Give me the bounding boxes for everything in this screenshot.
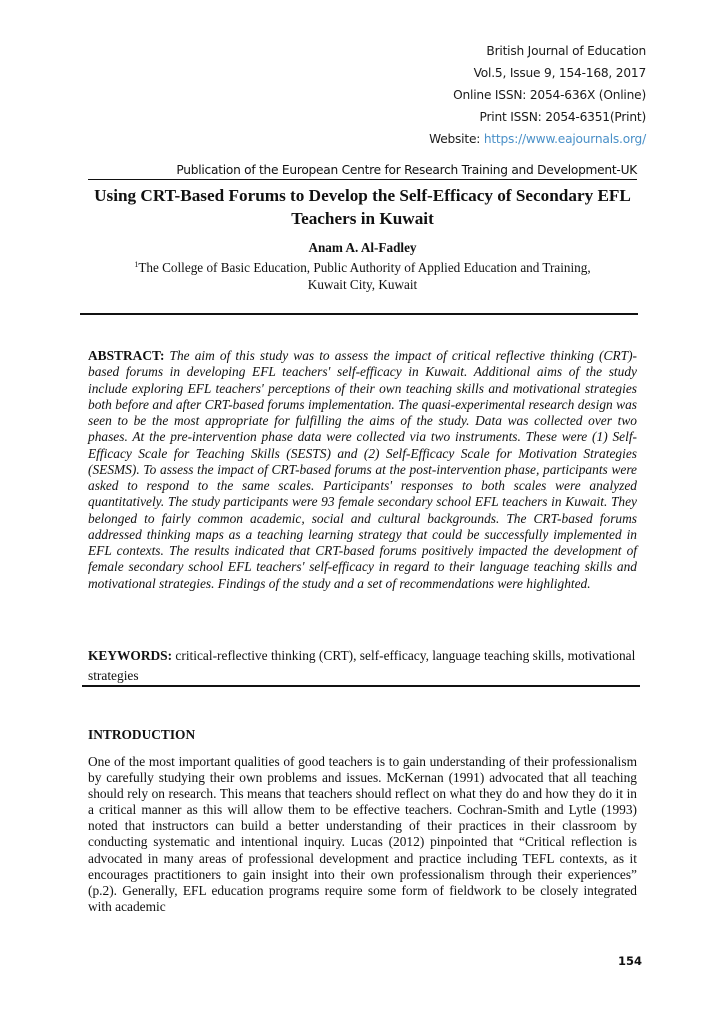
abstract [88, 348, 637, 592]
volume-info: Vol.5, Issue 9, 154-168, 2017 [473, 66, 646, 80]
journal-name: British Journal of Education [486, 44, 646, 58]
publisher-line: Publication of the European Centre for Research Training and Development-UK [88, 162, 637, 180]
affiliation-line-1: The College of Basic Education, Public Authority of Applied Education and Training, [138, 260, 591, 275]
website-label: Website: [429, 132, 484, 146]
keywords-label: KEYWORDS: [88, 648, 173, 663]
abstract-label: ABSTRACT [88, 348, 160, 363]
website-line [226, 128, 646, 150]
introduction-paragraph: One of the most important qualities of good teachers is to gain understanding of their professionalism by carefully studying their own problems and issues. McKernan (1991) advocated that all teaching should rely on research. This means that teachers should reflect on what they do and how they do it in a critical manner as this will allow them to be effective teachers. Cochran-Smith and Lytle (1993) noted that instructors can build a better understanding of their practices in their classroom by conducting systematic and intentional inquiry. Lucas (2012) pinpointed that “Critical reflection is advocated in many areas of professional development and practice including TEFL contexts, as it encourages practitioners to gain insight into their own professionalism through their experiences” (p.2). Generally, EFL education programs require some form of fieldwork to be closely integrated with academic [88, 754, 637, 914]
abstract-text: The aim of this study was to assess the impact of critical reflective thinking (CRT)-based forums in developing EFL teachers' self-efficacy in Kuwait. Additional aims of the study include exploring EFL teachers' perceptions of their own teaching skills and motivational strategies both before and after CRT-based forums implementation. The quasi-experimental research design was seen to be the most appropriate for fulfilling the aims of the study. Data was collected over two phases. At the pre-intervention phase data were collected via two instruments. These were (1) Self-Efficacy Scale for Teaching Skills (SESTS) and (2) Self-Efficacy Scale for Motivation Strategies (SESMS). To assess the impact of CRT-based forums at the post-intervention phase, participants were asked to respond to the same scales. Participants' responses to both scales were analyzed quantitatively. The study participants were 93 female secondary school EFL teachers in Kuwait. They belonged to fairly common academic, social and cultural backgrounds. The CRT-based forums addressed thinking maps as a teaching learning strategy that could be successfully implemented in EFL contexts. The results indicated that CRT-based forums positively impacted the development of female secondary school EFL teachers' self-efficacy in regard to their language teaching skills and motivational strategies. Findings of the study and a set of recommendations were highlighted. [88, 348, 637, 591]
article-title: Using CRT-Based Forums to Develop the Self-Efficacy of Secondary EFL Teachers in Kuwait [94, 186, 631, 228]
page-number: 154 [617, 954, 642, 968]
keywords [88, 646, 637, 686]
website-link[interactable]: https://www.eajournals.org/ [483, 132, 646, 146]
affiliation-marker: 1 [134, 260, 139, 269]
divider-top [80, 313, 638, 315]
online-issn: Online ISSN: 2054-636X (Online) [453, 88, 646, 102]
author-affiliation [88, 256, 637, 293]
affiliation-line-2: Kuwait City, Kuwait [307, 277, 418, 292]
author-name: Anam A. Al-Fadley [308, 240, 417, 255]
section-heading-introduction: INTRODUCTION [88, 727, 196, 742]
keywords-text: critical-reflective thinking (CRT), self-efficacy, language teaching skills, motivational strategies [88, 648, 636, 683]
print-issn: Print ISSN: 2054-6351(Print) [479, 110, 646, 124]
abstract-separator: : [159, 348, 170, 363]
divider-bottom [82, 685, 640, 687]
journal-header [226, 40, 646, 150]
